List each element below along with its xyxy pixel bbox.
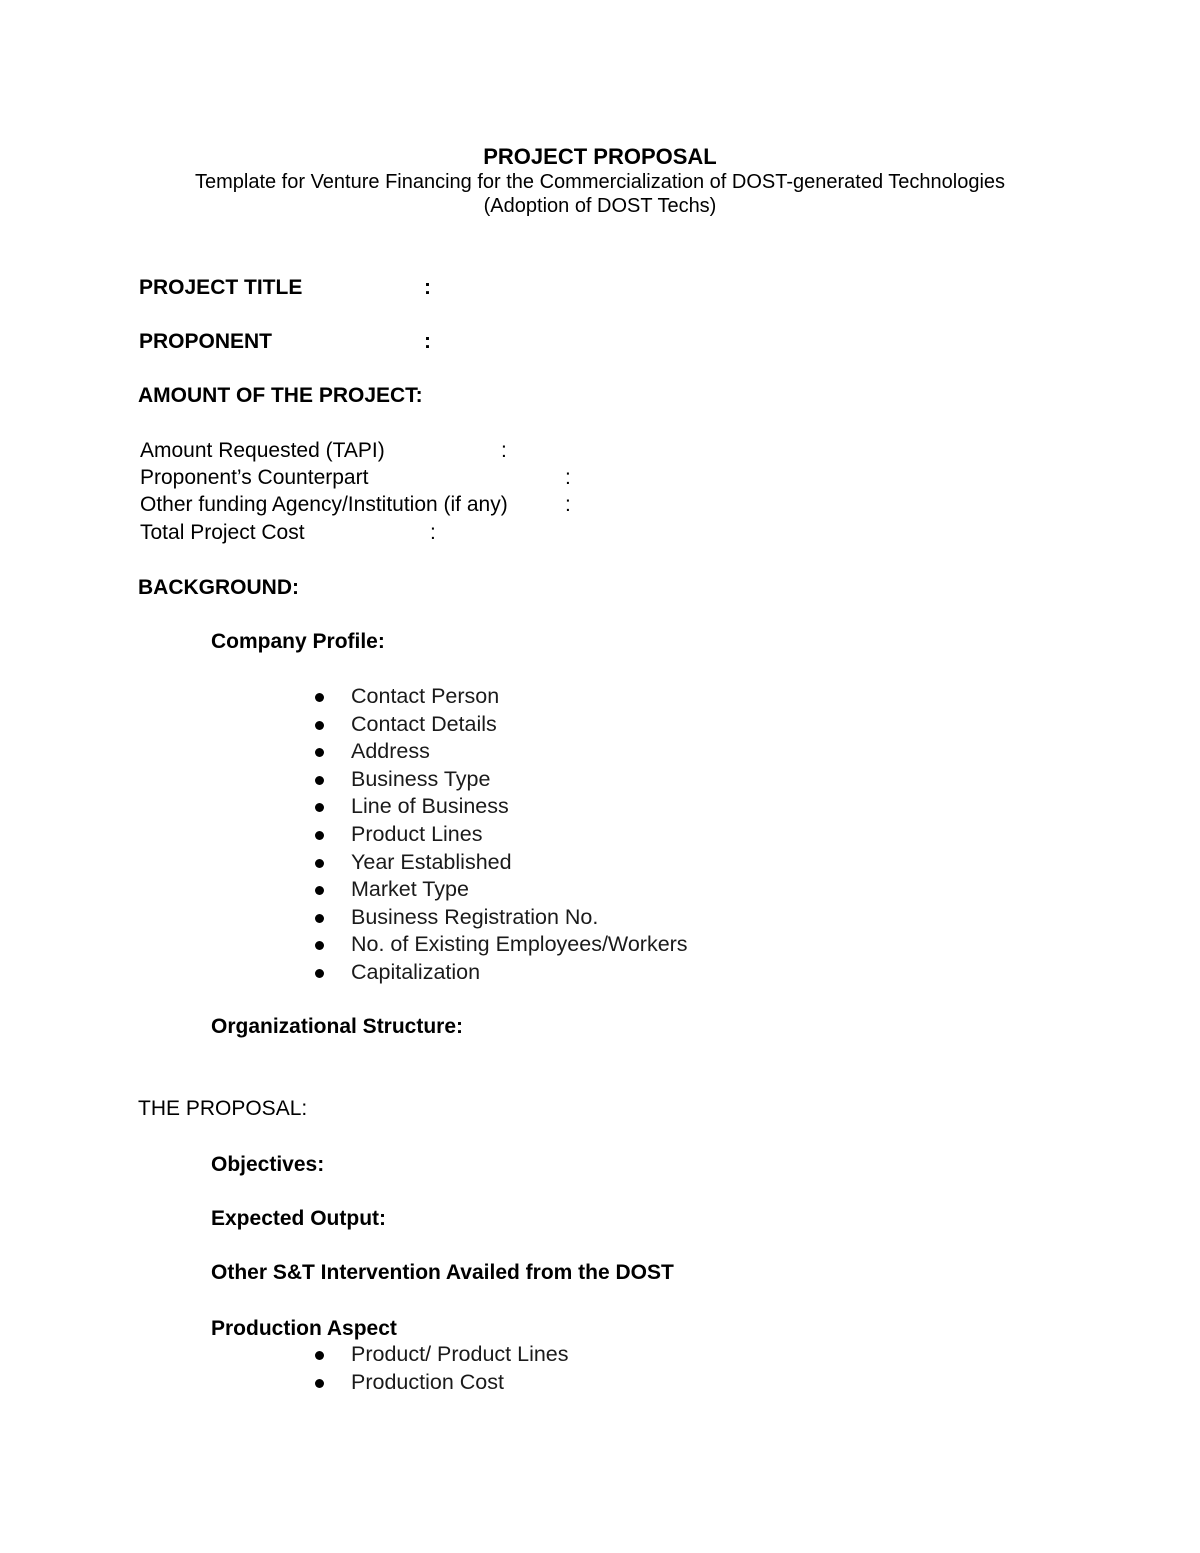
list-item: Capitalization bbox=[312, 959, 688, 987]
company-profile-list bbox=[312, 683, 688, 987]
other-funding-label: Other funding Agency/Institution (if any) bbox=[140, 493, 508, 516]
bullet-icon bbox=[315, 914, 324, 923]
bullet-icon bbox=[315, 803, 324, 812]
list-item: Contact Details bbox=[312, 711, 688, 739]
other-funding-colon: : bbox=[565, 493, 571, 516]
list-item: Year Established bbox=[312, 849, 688, 877]
total-cost-label: Total Project Cost bbox=[140, 521, 305, 544]
list-item: Business Type bbox=[312, 766, 688, 794]
amount-heading: AMOUNT OF THE PROJECT: bbox=[138, 384, 423, 407]
proponent-colon: : bbox=[424, 330, 431, 353]
list-item: Line of Business bbox=[312, 793, 688, 821]
amount-requested-colon: : bbox=[501, 439, 507, 462]
document-title: PROJECT PROPOSAL bbox=[483, 144, 717, 169]
list-item: Market Type bbox=[312, 876, 688, 904]
bullet-icon bbox=[315, 1351, 324, 1360]
list-item: Production Cost bbox=[312, 1369, 569, 1397]
bullet-icon bbox=[315, 941, 324, 950]
company-profile-heading: Company Profile: bbox=[211, 630, 385, 653]
amount-requested-label: Amount Requested (TAPI) bbox=[140, 439, 385, 462]
list-item: Business Registration No. bbox=[312, 904, 688, 932]
bullet-icon bbox=[315, 886, 324, 895]
total-cost-colon: : bbox=[430, 521, 436, 544]
bullet-icon bbox=[315, 831, 324, 840]
bullet-icon bbox=[315, 776, 324, 785]
objectives-heading: Objectives: bbox=[211, 1153, 325, 1176]
other-intervention-heading: Other S&T Intervention Availed from the DOST bbox=[211, 1261, 674, 1284]
background-heading: BACKGROUND: bbox=[138, 576, 299, 599]
project-title-colon: : bbox=[424, 276, 431, 299]
bullet-icon bbox=[315, 693, 324, 702]
production-aspect-heading: Production Aspect bbox=[211, 1317, 397, 1340]
list-item: Product/ Product Lines bbox=[312, 1341, 569, 1369]
bullet-icon bbox=[315, 721, 324, 730]
proposal-heading: THE PROPOSAL: bbox=[138, 1097, 308, 1120]
document-subtitle: Template for Venture Financing for the Commercialization of DOST-generated Technologies bbox=[194, 171, 1006, 193]
bullet-icon bbox=[315, 969, 324, 978]
list-item: No. of Existing Employees/Workers bbox=[312, 931, 688, 959]
bullet-icon bbox=[315, 859, 324, 868]
project-title-label: PROJECT TITLE bbox=[139, 276, 303, 299]
bullet-icon bbox=[315, 1379, 324, 1388]
production-aspect-list bbox=[312, 1341, 569, 1396]
counterpart-colon: : bbox=[565, 466, 571, 489]
list-item: Contact Person bbox=[312, 683, 688, 711]
proponent-label: PROPONENT bbox=[139, 330, 273, 353]
list-item: Address bbox=[312, 738, 688, 766]
document-subtitle-note: (Adoption of DOST Techs) bbox=[483, 195, 717, 217]
list-item: Product Lines bbox=[312, 821, 688, 849]
expected-output-heading: Expected Output: bbox=[211, 1207, 387, 1230]
bullet-icon bbox=[315, 748, 324, 757]
org-structure-heading: Organizational Structure: bbox=[211, 1015, 464, 1038]
counterpart-label: Proponent’s Counterpart bbox=[140, 466, 369, 489]
